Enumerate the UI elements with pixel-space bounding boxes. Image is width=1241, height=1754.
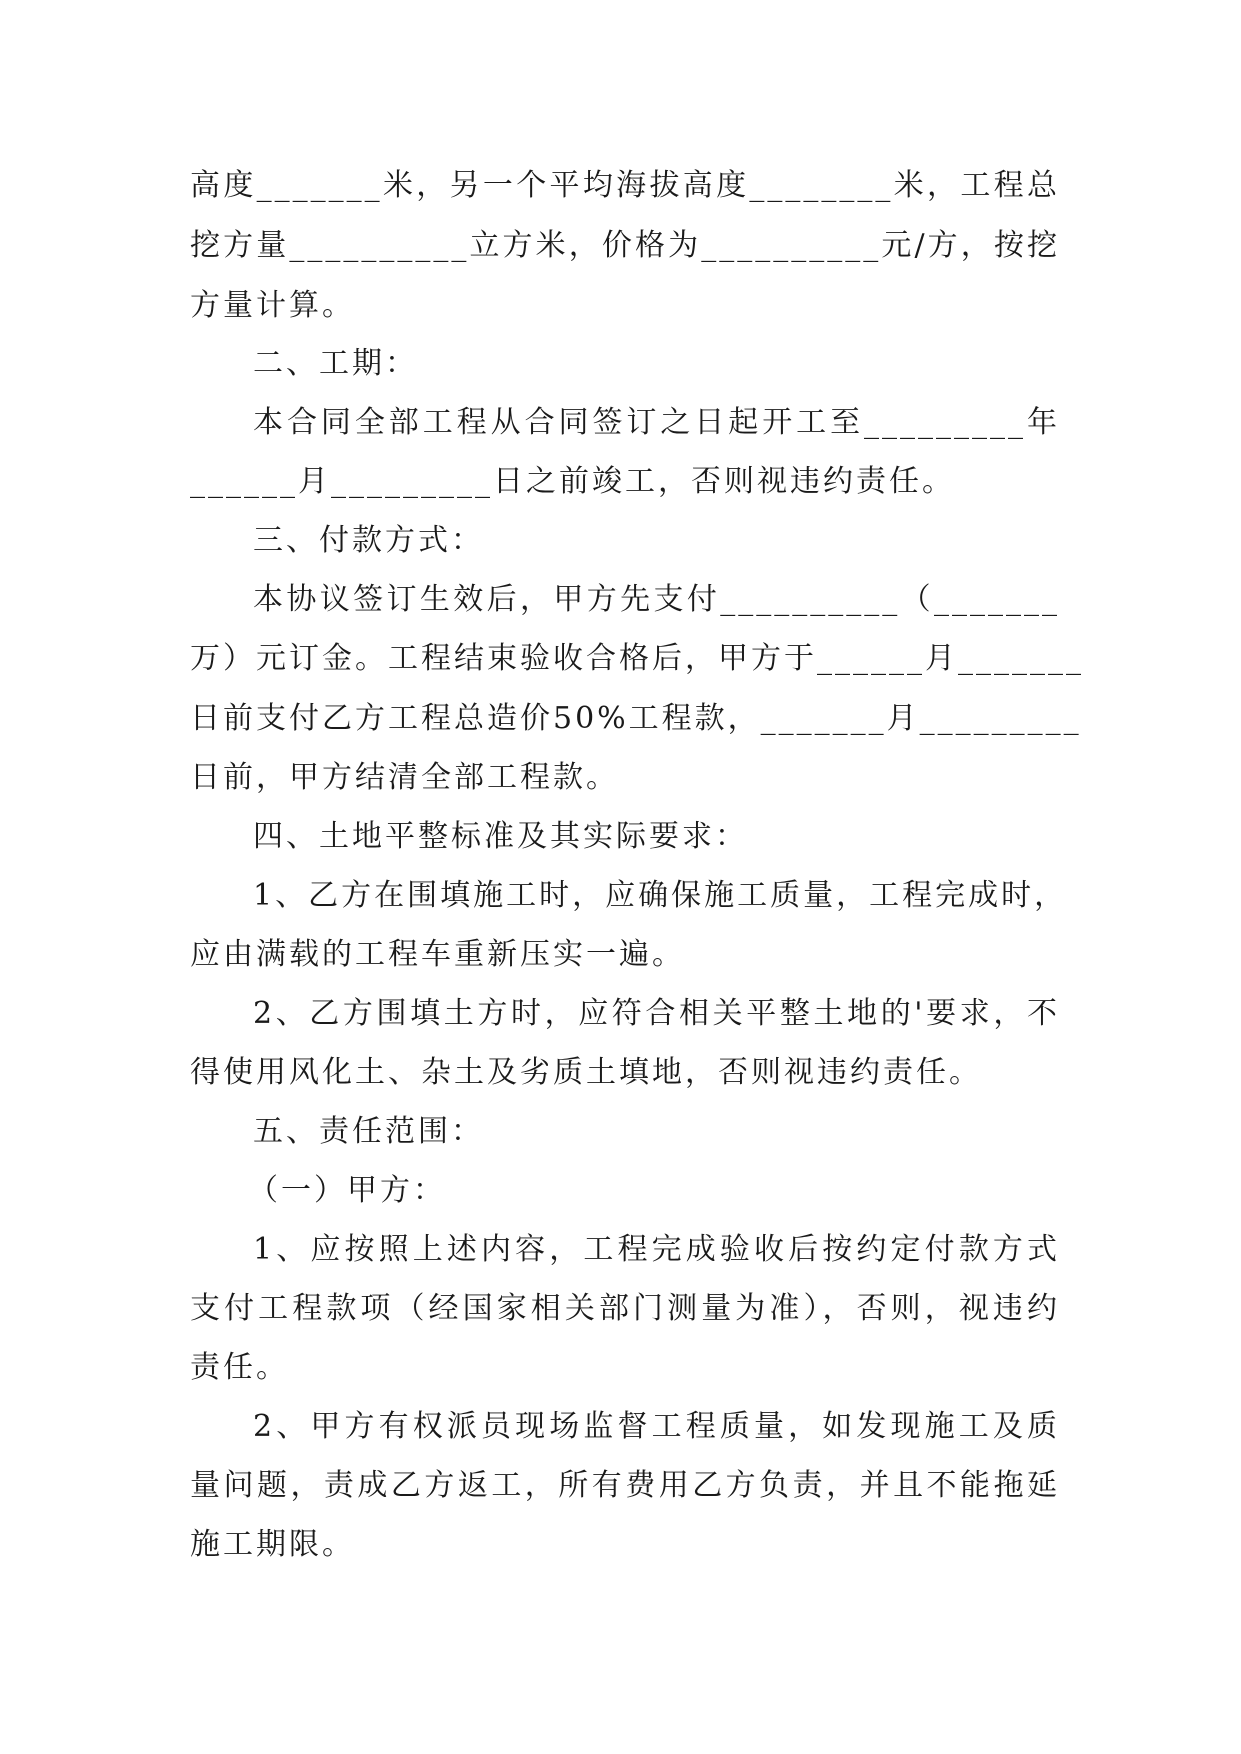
text-line: 得使用风化土、杂土及劣质土填地，否则视违约责任。 bbox=[190, 1055, 982, 1090]
text-line: 日前，甲方结清全部工程款。 bbox=[190, 760, 619, 795]
text-line: 2、甲方有权派员现场监督工程质量，如发现施工及质 bbox=[253, 1409, 1060, 1444]
text-line: 责任。 bbox=[190, 1350, 289, 1385]
section-heading: 五、责任范围： bbox=[253, 1114, 484, 1149]
text-line: 高度_______米，另一个平均海拔高度________米，工程总 bbox=[190, 168, 1060, 203]
text-line: 日前支付乙方工程总造价50%工程款，_______月_________ bbox=[190, 701, 1082, 736]
text-line: 方量计算。 bbox=[190, 288, 355, 323]
text-line: 支付工程款项（经国家相关部门测量为准），否则，视违约 bbox=[190, 1291, 1060, 1326]
text-line: 本合同全部工程从合同签订之日起开工至_________年 bbox=[253, 405, 1060, 440]
text-line: ______月_________日之前竣工，否则视违约责任。 bbox=[190, 464, 955, 499]
text-line: 量问题，责成乙方返工，所有费用乙方负责，并且不能拖延 bbox=[190, 1468, 1060, 1503]
text-line: 1、乙方在围填施工时，应确保施工质量，工程完成时， bbox=[253, 878, 1068, 913]
text-line: 挖方量__________立方米，价格为__________元/方，按挖 bbox=[190, 228, 1060, 263]
text-line: 应由满载的工程车重新压实一遍。 bbox=[190, 937, 685, 972]
section-heading: 二、工期： bbox=[253, 346, 418, 381]
section-heading: 三、付款方式： bbox=[253, 523, 484, 558]
text-line: 万）元订金。工程结束验收合格后，甲方于______月_______ bbox=[190, 641, 1084, 676]
text-line: 2、乙方围填土方时，应符合相关平整土地的'要求，不 bbox=[253, 996, 1060, 1031]
text-line: 1、应按照上述内容，工程完成验收后按约定付款方式 bbox=[253, 1232, 1060, 1267]
subsection-heading: （一）甲方： bbox=[248, 1173, 446, 1208]
section-heading: 四、土地平整标准及其实际要求： bbox=[253, 819, 748, 854]
text-line: 施工期限。 bbox=[190, 1527, 355, 1562]
text-line: 本协议签订生效后，甲方先支付__________（_______ bbox=[253, 582, 1060, 617]
